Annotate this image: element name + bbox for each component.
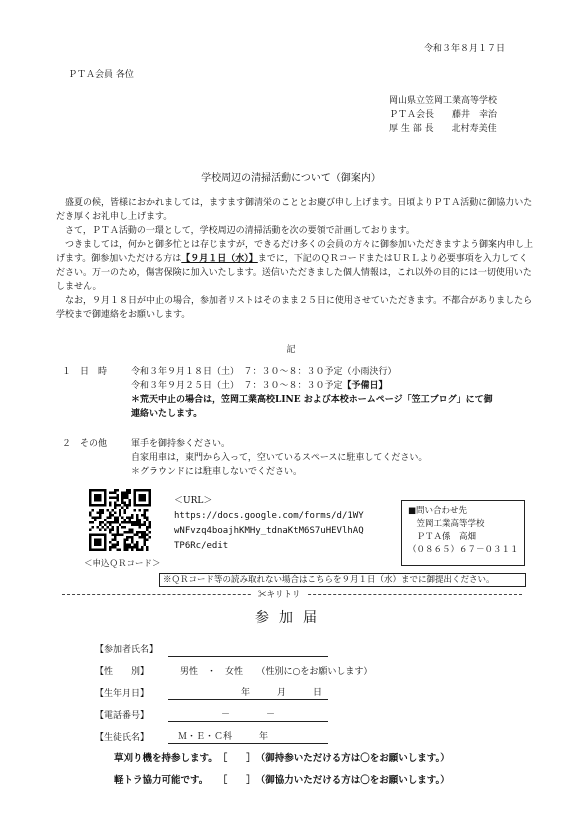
url-block <box>174 494 364 554</box>
form-row-gender <box>95 666 149 679</box>
qr-code[interactable] <box>89 489 151 551</box>
request-text-b: までに，下記のＱＲコードまたはＵＲＬより必要事項を入力してください。万一のため，傷害保険に加入いたします。送信いただきました個人情報は，これ以外の目的には一切使用いたしません。 <box>56 254 532 292</box>
schedule-date-2 <box>131 379 501 393</box>
schedule-date-2-text: 令和３年９月２５日（土） ７：３０～８：３０予定 <box>131 381 343 391</box>
body-paragraph-cancel: なお，９月１８日が中止の場合，参加者リストはそのまま２５日に使用させていただきます。不都合がありましたら学校まで御連絡をお願いします。 <box>56 296 533 320</box>
document-title: 学校周辺の清掃活動について（御案内） <box>201 173 381 184</box>
paper-submission-notice: ※ＱＲコード等の読み取れない場合はこちらを９月１日（水）までに御提出ください。 <box>159 573 526 587</box>
section-other-label: ２ その他 <box>62 439 108 449</box>
contact-heading: ■問い合わせ先 <box>408 506 468 516</box>
form-title: 参加届 <box>255 610 327 626</box>
birth-label: 【生年月日】 <box>95 689 150 699</box>
issue-date: 令和３年８月１７日 <box>424 44 506 54</box>
cut-here-label: ✂キリトリ <box>252 588 307 600</box>
deadline-highlight: 【９月１日（水）】 <box>181 254 258 264</box>
contact-person: ＰＴＡ係 高畑 <box>408 532 477 542</box>
url-line-1[interactable]: https://docs.google.com/forms/d/1WY <box>174 511 364 521</box>
url-line-2[interactable]: wNFvzq4boajhKMHy_tdnaKtM6S7uHEVlhAQ <box>174 526 364 536</box>
other-notes <box>131 437 427 479</box>
schedule-date-1: 令和３年９月１８日（土） ７：３０～８：３０予定（小雨決行） <box>131 367 397 377</box>
student-field[interactable]: Ｍ・Ｅ・Ｃ科 年 <box>168 731 328 744</box>
other-note-ground: ＊グラウンドには駐車しないでください。 <box>131 467 303 477</box>
section-datetime-label: １ 日 時 <box>62 367 108 377</box>
ki-heading: 記 <box>286 345 296 355</box>
url-label: ＜URL＞ <box>174 496 213 506</box>
addressee: ＰＴＡ会員 各位 <box>68 70 134 80</box>
url-line-3[interactable]: TP6Rc/edit <box>174 541 229 551</box>
form-row-name <box>95 644 158 657</box>
body-paragraph-request <box>56 238 536 294</box>
sender-welfare-head: 厚 生 部 長 北村寿美佳 <box>389 124 497 134</box>
body-text <box>56 196 536 322</box>
brush-cutter-row[interactable]: 草刈り機を持参します。 ［ ］ （御持参いただける方は〇をお願いします。） <box>114 753 450 764</box>
form-row-birth <box>95 688 149 701</box>
contact-box <box>401 500 525 566</box>
name-field[interactable] <box>168 656 328 657</box>
qr-code-label: ＜申込ＱＲコード＞ <box>84 559 161 569</box>
phone-label: 【電話番号】 <box>95 711 150 721</box>
other-note-parking: 自家用車は，東門から入って，空いているスペースに駐車してください。 <box>131 453 428 463</box>
phone-field[interactable]: － － <box>168 709 328 722</box>
light-truck-row[interactable]: 軽トラ協力可能です。 ［ ］ （御協力いただける方は〇をお願いします。） <box>114 775 450 786</box>
request-text-a: つきましては，何かと御多忙とは存じますが，できるだけ多くの会員の方々に御参加いただきますよう御案内申し上げます。御参加いただける方は <box>56 240 534 264</box>
birth-field[interactable]: 年 月 日 <box>168 687 328 700</box>
other-note-gloves: 軍手を御持参ください。 <box>131 439 231 449</box>
form-row-phone <box>95 710 149 723</box>
body-paragraph-greeting: 盛夏の候，皆様におかれましては，ますます御清栄のこととお慶び申し上げます。日頃よりＰＴＡ活動に御協力いただき厚くお礼申し上げます。 <box>56 198 533 222</box>
contact-school: 笠岡工業高等学校 <box>408 519 485 529</box>
reserve-day-tag: 【予備日】 <box>342 381 388 391</box>
contact-phone: （０８６５）６７－０３１１ <box>408 545 519 555</box>
schedule-block <box>131 365 501 421</box>
sender-pta-chair: ＰＴＡ会長 藤井 幸治 <box>389 110 498 120</box>
sender-block <box>389 94 497 136</box>
gender-label: 【性 別】 <box>95 667 150 677</box>
form-row-student <box>95 732 149 745</box>
weather-note: ＊荒天中止の場合は，笠岡工業高校LINE および本校ホームページ「笠工ブログ」にて御連絡いたします。 <box>131 395 493 419</box>
gender-options[interactable]: 男性 ・ 女性 （性別に○をお願いします） <box>180 667 373 677</box>
sender-school: 岡山県立笠岡工業高等学校 <box>389 96 498 106</box>
student-label: 【生徒氏名】 <box>95 733 150 743</box>
body-paragraph-plan: さて，ＰＴＡ活動の一環として，学校周辺の清掃活動を次の要領で計画しております。 <box>65 226 415 236</box>
name-label: 【参加者氏名】 <box>95 645 159 655</box>
